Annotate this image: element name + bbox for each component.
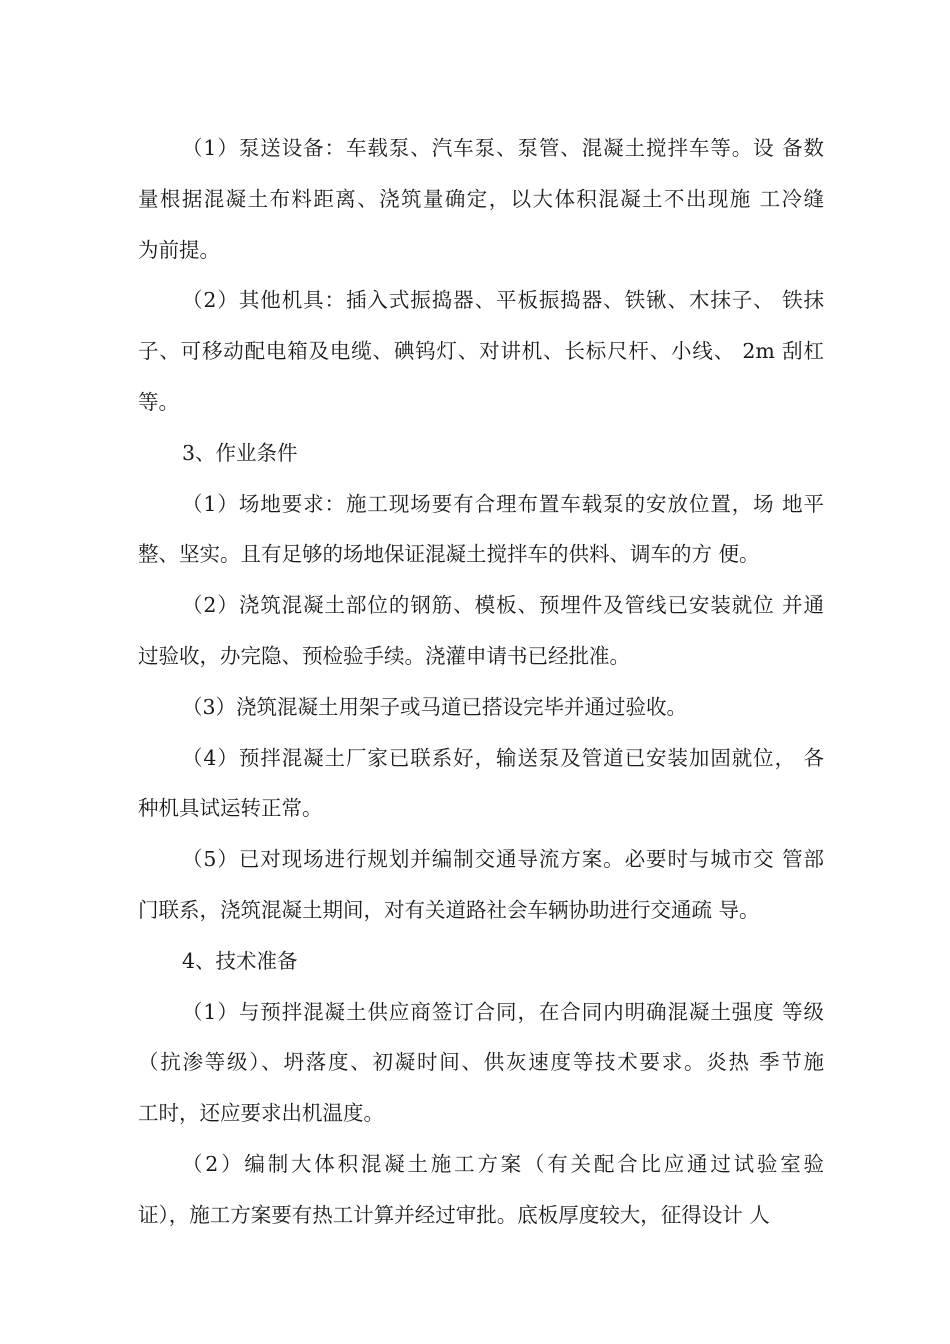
paragraph	[138, 834, 824, 936]
text-line: （1）泵送设备：车载泵、汽车泵、泵管、混凝土搅拌车等。设 备数	[182, 136, 824, 160]
paragraph	[138, 1139, 824, 1241]
text-line: （1）场地要求：施工现场要有合理布置车载泵的安放位置，场 地平	[182, 491, 824, 516]
paragraph	[138, 580, 824, 682]
text-line: 门联系，浇筑混凝土期间，对有关道路社会车辆协助进行交通疏 导。	[138, 897, 760, 922]
text-line: 整、坚实。且有足够的场地保证混凝土搅拌车的供料、调车的方 便。	[138, 542, 760, 567]
text-line: 工时，还应要求出机温度。	[138, 1101, 384, 1126]
paragraph	[138, 936, 824, 987]
text-line: （2）其他机具：插入式振捣器、平板振捣器、铁锹、木抹子、 铁抹	[182, 288, 824, 313]
text-line: 证），施工方案要有热工计算并经过审批。底板厚度较大，征得设计 人	[138, 1202, 770, 1227]
paragraph	[138, 275, 824, 427]
text-line: 等。	[138, 389, 179, 414]
text-line: （2）浇筑混凝土部位的钢筋、模板、预埋件及管线已安装就位 并通	[182, 593, 824, 618]
text-line: 子、可移动配电箱及电缆、碘钨灯、对讲机、长标尺杆、小线、 2m 刮杠	[138, 339, 824, 364]
paragraph	[138, 123, 824, 275]
text-line: （2）编制大体积混凝土施工方案（有关配合比应通过试验室验	[182, 1151, 824, 1176]
text-line: 为前提。	[138, 237, 220, 262]
text-line: 3、作业条件	[182, 440, 298, 465]
paragraph	[138, 682, 824, 733]
text-line: （4）预拌混凝土厂家已联系好，输送泵及管道已安装加固就位， 各	[182, 745, 824, 770]
document-body	[138, 123, 824, 1241]
paragraph	[138, 733, 824, 835]
text-line: 过验收，办完隐、预检验手续。浇灌申请书已经批准。	[138, 643, 630, 668]
paragraph	[138, 428, 824, 479]
paragraph	[138, 987, 824, 1139]
text-line: 种机具试运转正常。	[138, 796, 323, 821]
paragraph	[138, 479, 824, 581]
text-line: （3）浇筑混凝土用架子或马道已搭设完毕并通过验收。	[182, 694, 688, 719]
text-line: 量根据混凝土布料距离、浇筑量确定，以大体积混凝土不出现施 工冷缝	[138, 186, 824, 211]
text-line: （1）与预拌混凝土供应商签订合同，在合同内明确混凝土强度 等级	[182, 999, 824, 1024]
text-line: （抗渗等级）、坍落度、初凝时间、供灰速度等技术要求。炎热 季节施	[138, 1050, 824, 1075]
text-line: 4、技术准备	[182, 948, 298, 973]
text-line: （5）已对现场进行规划并编制交通导流方案。必要时与城市交 管部	[182, 847, 824, 872]
